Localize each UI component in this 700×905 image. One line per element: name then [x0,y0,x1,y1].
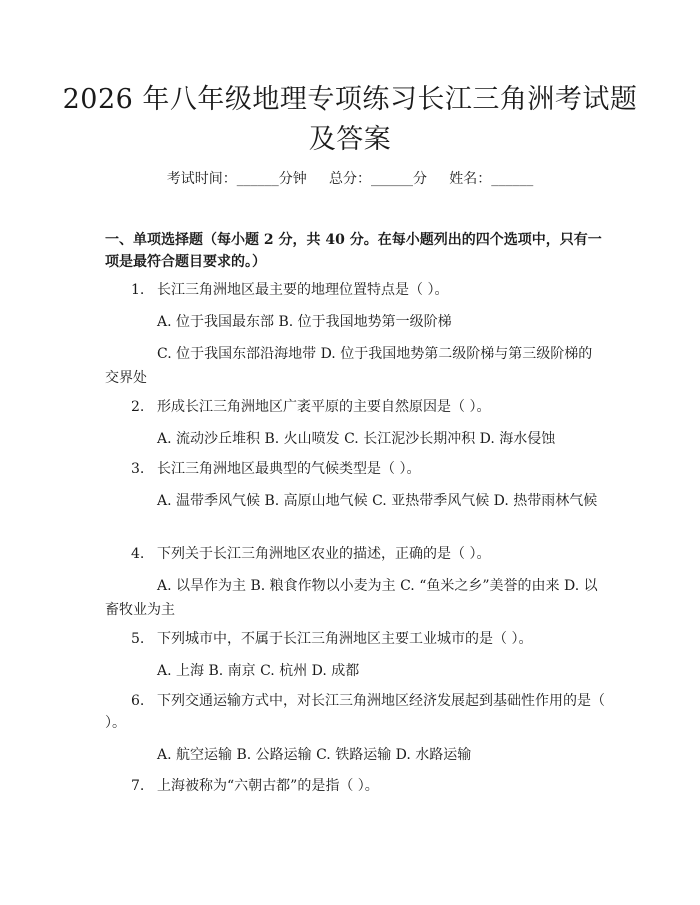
question-5-options: A. 上海 B. 南京 C. 杭州 D. 成都 [157,663,360,679]
question-3-options: A. 温带季风气候 B. 高原山地气候 C. 亚热带季风气候 D. 热带雨林气候 [157,493,598,509]
question-1 [105,279,605,301]
question-text: 形成长江三角洲地区广袤平原的主要自然原因是（ ）。 [157,399,491,415]
section-heading: 一、单项选择题（每小题 2 分，共 40 分。在每小题列出的四个选项中，只有一项是最符合题目要求的。） [105,232,602,270]
question-4-options: A. 以旱作为主 B. 粮食作物以小麦为主 C. “鱼米之乡”美誉的由来 D. 以畜牧业为主 [105,578,598,618]
question-text: 长江三角洲地区最主要的地理位置特点是（ ）。 [157,282,449,298]
question-3 [105,458,605,480]
question-text: 下列城市中，不属于长江三角洲地区主要工业城市的是（ ）。 [157,631,533,647]
question-text: 上海被称为“六朝古都”的是指（ ）。 [157,778,379,794]
question-1-options-line-1: A. 位于我国最东部 B. 位于我国地势第一级阶梯 [157,314,452,330]
question-5 [105,628,605,650]
question-number: 7. [131,778,145,794]
question-number: 2. [131,399,145,415]
question-1-options-line-2: C. 位于我国东部沿海地带 D. 位于我国地势第二级阶梯与第三级阶梯的交界处 [105,346,593,386]
question-number: 3. [131,461,145,477]
exam-meta-line: 考试时间：______分钟 总分：______分 姓名：______ [166,171,534,187]
question-4 [105,543,605,565]
question-number: 4. [131,546,145,562]
question-2 [105,396,605,418]
question-text: 长江三角洲地区最典型的气候类型是（ ）。 [157,461,421,477]
question-6 [105,690,605,734]
page-title: 2026 年八年级地理专项练习长江三角洲考试题及答案 [62,84,638,155]
question-number: 6. [131,693,145,709]
question-text: 下列交通运输方式中，对长江三角洲地区经济发展起到基础性作用的是（ ）。 [105,693,605,731]
question-2-options: A. 流动沙丘堆积 B. 火山喷发 C. 长江泥沙长期冲积 D. 海水侵蚀 [157,431,556,447]
question-6-options: A. 航空运输 B. 公路运输 C. 铁路运输 D. 水路运输 [157,747,472,763]
question-number: 1. [131,282,145,298]
question-text: 下列关于长江三角洲地区农业的描述，正确的是（ ）。 [157,546,491,562]
question-number: 5. [131,631,145,647]
question-7 [105,775,605,797]
